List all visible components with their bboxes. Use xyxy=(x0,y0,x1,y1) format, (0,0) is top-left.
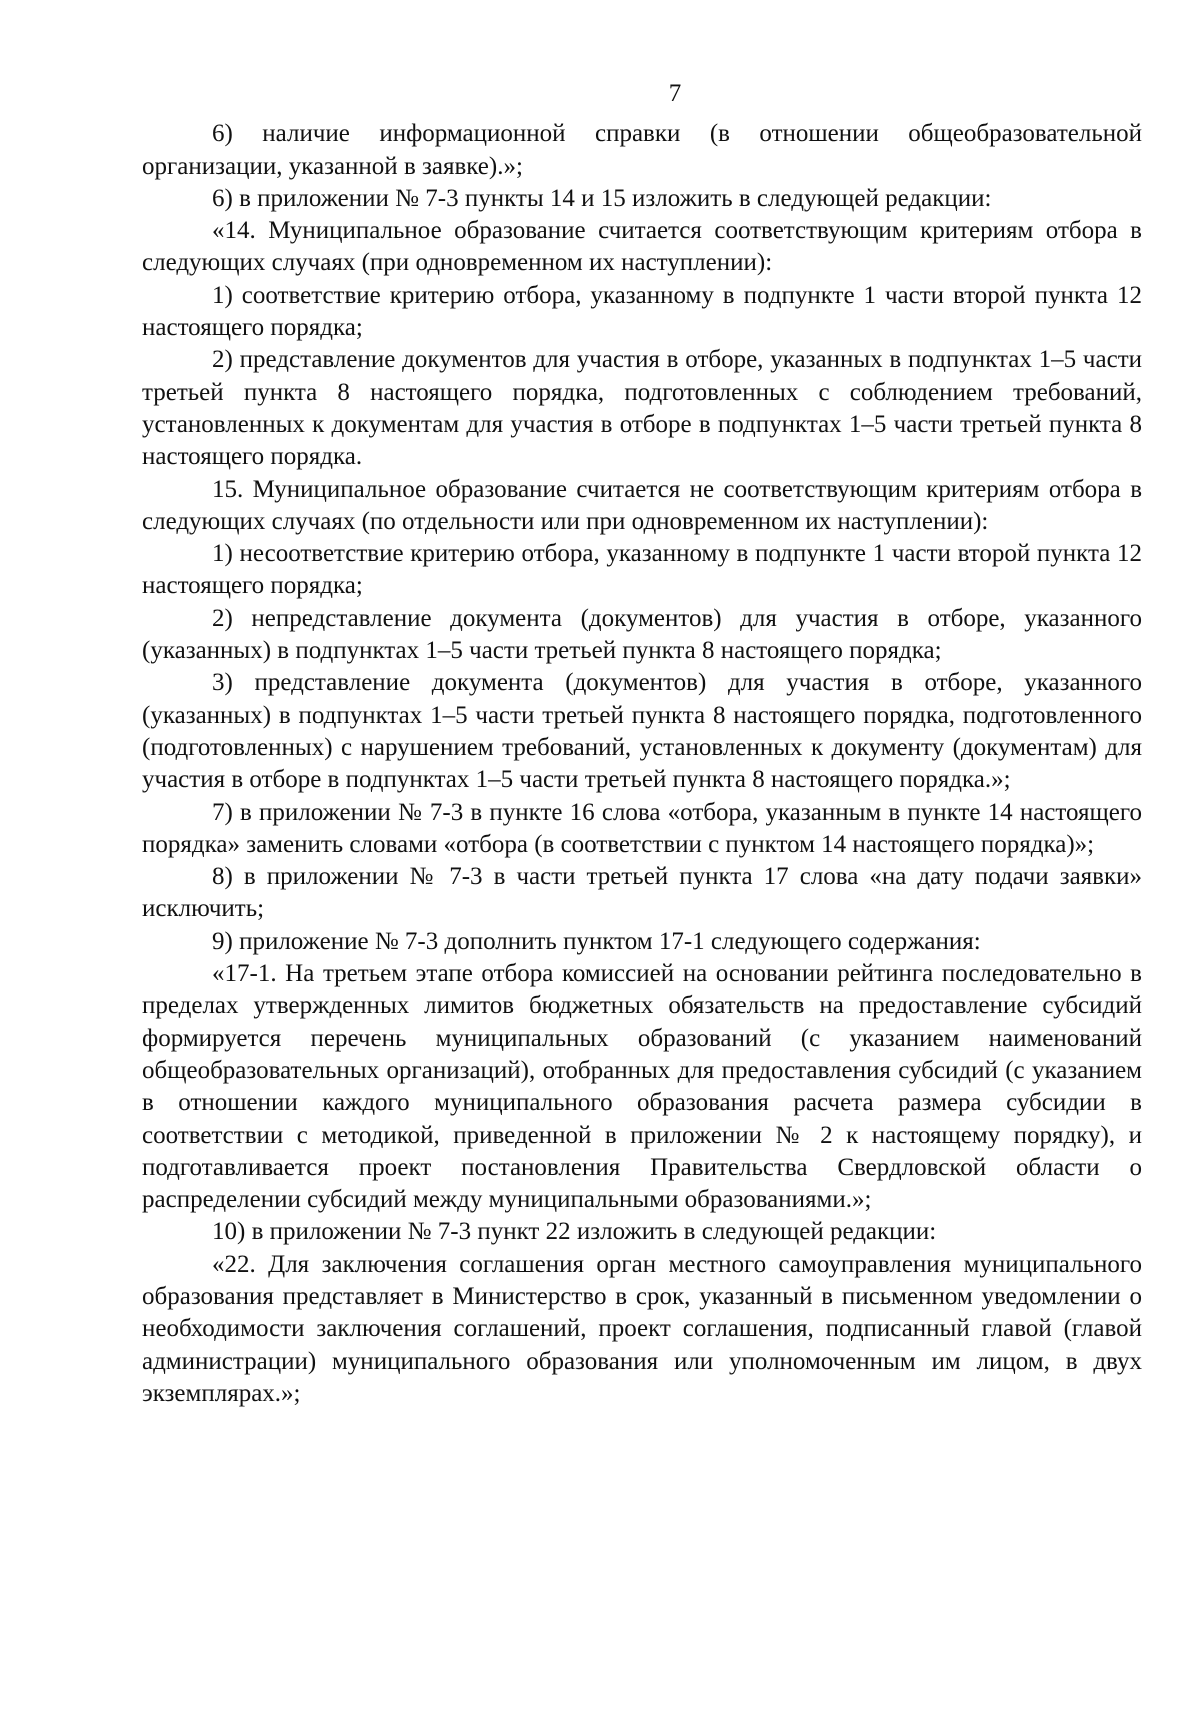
paragraph-point-22: «22. Для заключения соглашения орган местного самоуправления муниципального образования представляет в Министерство в срок, указанный в письменном уведомлении о необходимости заключения соглашений, проект соглашения, подписанный главой (главой администрации) муниципального образования или уполномоченным им лицом, в двух экземплярах.»; xyxy=(142,1250,1142,1407)
paragraph-point-17-1: «17-1. На третьем этапе отбора комиссией на основании рейтинга последовательно в пределах утвержденных лимитов бюджетных обязательств на предоставление субсидий формируется перечень муниципальных образований (с указанием наименований общеобразовательных организаций), отобранных для предоставления субсидий (с указанием в отношении каждого муниципального образования расчета размера субсидии в соответствии с методикой, приведенной в приложении № 2 к настоящему порядку), и подготавливается проект постановления Правительства Свердловской области о распределении субсидий между муниципальными образованиями.»; xyxy=(142,960,1142,1214)
paragraph-point-15-subitem-3: 3) представление документа (документов) для участия в отборе, указанного (указанных) в подпунктах 1–5 части третьей пункта 8 настоящего порядка, подготовленного (подготовленных) с нарушением требований, установленных к документу (документам) для участия в отборе в подпунктах 1–5 части третьей пункта 8 настоящего порядка.»; xyxy=(142,669,1142,794)
paragraph-amendment-8: 8) в приложении № 7-3 в части третьей пункта 17 слова «на дату подачи заявки» исключить; xyxy=(142,863,1142,923)
paragraph-point-15-subitem-2: 2) непредставление документа (документов) для участия в отборе, указанного (указанных) в подпунктах 1–5 части третьей пункта 8 настоящего порядка; xyxy=(142,604,1142,665)
paragraph-point-14-subitem-1: 1) соответствие критерию отбора, указанному в подпункте 1 части второй пункта 12 настоящего порядка; xyxy=(142,281,1142,342)
paragraph-point-15: 15. Муниципальное образование считается не соответствующим критериям отбора в следующих случаях (по отдельности или при одновременном их наступлении): xyxy=(142,475,1142,535)
paragraph-point-14-subitem-2: 2) представление документов для участия в отборе, указанных в подпунктах 1–5 части третьей пункта 8 настоящего порядка, подготовленных с соблюдением требований, установленных к документам для участия в отборе в подпунктах 1–5 части третьей пункта 8 настоящего порядка. xyxy=(142,346,1142,471)
paragraph-point-15-subitem-1: 1) несоответствие критерию отбора, указанному в подпункте 1 части второй пункта 12 настоящего порядка; xyxy=(142,540,1142,600)
paragraph-item-6-info-certificate: 6) наличие информационной справки (в отношении общеобразовательной организации, указанной в заявке).»; xyxy=(142,120,1142,180)
page-number: 7 xyxy=(668,80,682,107)
paragraph-amendment-7: 7) в приложении № 7-3 в пункте 16 слова «отбора, указанным в пункте 14 настоящего порядка» заменить словами «отбора (в соответствии с пунктом 14 настоящего порядка)»; xyxy=(142,798,1142,858)
paragraph-amendment-9: 9) приложение № 7-3 дополнить пунктом 17-1 следующего содержания: xyxy=(212,927,981,955)
paragraph-amendment-6: 6) в приложении № 7-3 пункты 14 и 15 изложить в следующей редакции: xyxy=(212,184,992,212)
paragraph-amendment-10: 10) в приложении № 7-3 пункт 22 изложить в следующей редакции: xyxy=(212,1218,937,1246)
paragraph-point-14: «14. Муниципальное образование считается соответствующим критериям отбора в следующих случаях (при одновременном их наступлении): xyxy=(142,217,1142,277)
